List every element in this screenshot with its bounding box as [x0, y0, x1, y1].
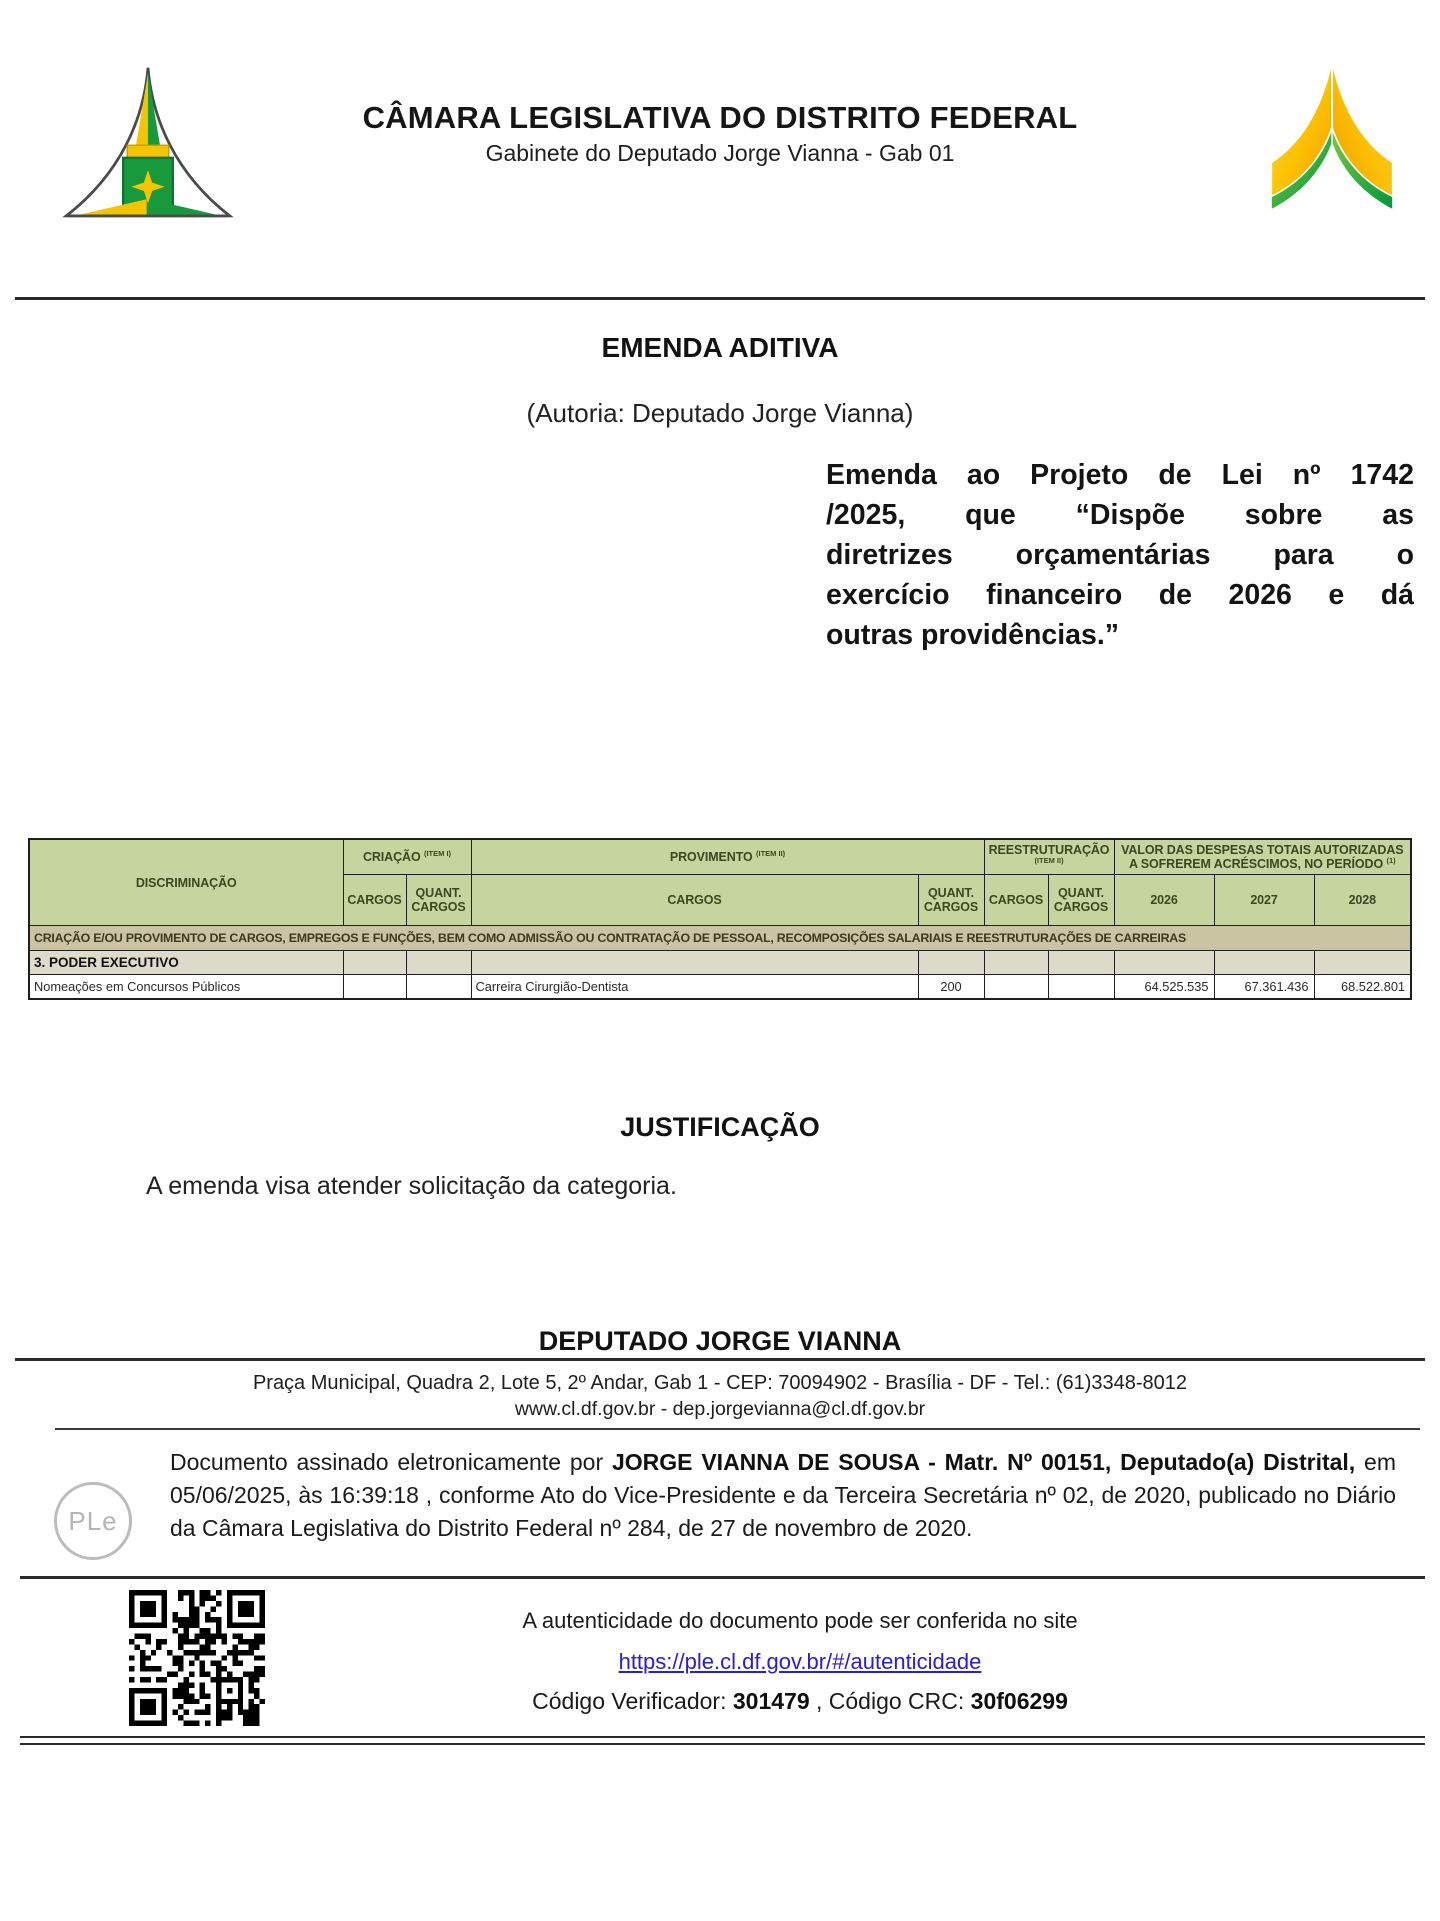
empty-cell	[984, 951, 1048, 975]
header-divider-rule	[15, 297, 1425, 300]
cell-provimento-cargos: Carreira Cirurgião-Dentista	[471, 975, 918, 1000]
ementa-line: exercício financeiro de 2026 e dá	[826, 579, 1414, 611]
subcol-reestruturacao-cargos: CARGOS	[984, 875, 1048, 926]
section-row-label: 3. PODER EXECUTIVO	[29, 951, 343, 975]
ementa-line: Emenda ao Projeto de Lei nº 1742	[826, 459, 1414, 491]
bottom-rule	[20, 1736, 1425, 1745]
verification-codes	[300, 1688, 1300, 1715]
valor-line2: A SOFREREM ACRÉSCIMOS, NO PERÍODO	[1128, 857, 1384, 872]
ementa-line: diretrizes orçamentárias para o	[826, 539, 1414, 571]
ementa-block	[826, 455, 1414, 655]
col-header-reestruturacao	[984, 839, 1114, 875]
cldf-flame-logo	[1246, 48, 1418, 258]
empty-cell	[1048, 975, 1114, 1000]
ementa-line: /2025, que “Dispõe sobre as	[826, 499, 1414, 531]
cell-valor-2028: 68.522.801	[1314, 975, 1411, 1000]
signature-pre-text: Documento assinado eletronicamente por	[170, 1449, 612, 1475]
authenticity-link[interactable]: https://ple.cl.df.gov.br/#/autenticidade	[618, 1649, 982, 1674]
valor-note-superscript: (1)	[1386, 855, 1396, 865]
document-title: EMENDA ADITIVA	[601, 332, 839, 363]
cell-provimento-quant: 200	[918, 975, 984, 1000]
cell-discriminacao: Nomeações em Concursos Públicos	[29, 975, 343, 1000]
authenticity-block	[300, 1608, 1300, 1715]
empty-cell	[1114, 951, 1214, 975]
authorship-line: (Autoria: Deputado Jorge Vianna)	[526, 398, 914, 428]
criacao-item-superscript: (ITEM I)	[423, 848, 452, 858]
empty-cell	[1214, 951, 1314, 975]
authenticity-divider-rule	[20, 1576, 1425, 1579]
signature-divider-rule	[55, 1428, 1420, 1430]
crc-value: 30f06299	[970, 1688, 1068, 1714]
ple-stamp-seal: PLe	[54, 1482, 132, 1560]
org-title: CÂMARA LEGISLATIVA DO DISTRITO FEDERAL	[362, 100, 1078, 135]
col-header-valor-despesas	[1114, 839, 1411, 875]
footer-divider-rule	[15, 1358, 1425, 1361]
empty-cell	[918, 951, 984, 975]
subcol-criacao-quant: QUANT. CARGOS	[406, 875, 471, 926]
verifier-label: Código Verificador:	[532, 1688, 733, 1714]
criacao-label: CRIAÇÃO	[362, 850, 421, 865]
empty-cell	[343, 951, 406, 975]
cell-valor-2027: 67.361.436	[1214, 975, 1314, 1000]
subcol-provimento-quant: QUANT. CARGOS	[918, 875, 984, 926]
col-header-criacao	[343, 839, 471, 875]
crc-label: , Código CRC:	[809, 1688, 971, 1714]
authenticity-text: A autenticidade do documento pode ser conferida no site	[522, 1608, 1078, 1633]
budget-table	[28, 838, 1412, 1000]
reestruturacao-item-superscript: (ITEM II)	[1034, 855, 1064, 865]
signature-statement	[170, 1446, 1396, 1545]
provimento-item-superscript: (ITEM II)	[756, 848, 786, 858]
signature-post-text: em 05/06/2025, às 16:39:18 , conforme Ato do Vice-Presidente e da Terceira Secretária nº 02, de 2020, publicado no Diário da Câmara Legislativa do Distrito Federal nº 284, de 27 de novembro de 2020.	[170, 1449, 1397, 1541]
signatory-name-bold: JORGE VIANNA DE SOUSA - Matr. Nº 00151, Deputado(a) Distrital,	[611, 1449, 1356, 1475]
deputy-signature-name: DEPUTADO JORGE VIANNA	[538, 1326, 902, 1356]
empty-cell	[406, 951, 471, 975]
address-line: Praça Municipal, Quadra 2, Lote 5, 2º Andar, Gab 1 - CEP: 70094902 - Brasília - DF - Tel.: (61)3348-8012	[252, 1372, 1188, 1394]
org-office-subtitle: Gabinete do Deputado Jorge Vianna - Gab 01	[485, 140, 955, 166]
empty-cell	[406, 975, 471, 1000]
empty-cell	[1048, 951, 1114, 975]
qr-code	[128, 1590, 266, 1726]
table-row	[29, 975, 1411, 1000]
ementa-line: outras providências.”	[826, 619, 1120, 651]
valor-line2-wrap	[1118, 857, 1408, 871]
empty-cell	[1314, 951, 1411, 975]
subcol-year-2028: 2028	[1314, 875, 1411, 926]
subcol-provimento-cargos: CARGOS	[471, 875, 918, 926]
subcol-reestruturacao-quant: QUANT. CARGOS	[1048, 875, 1114, 926]
subcol-year-2027: 2027	[1214, 875, 1314, 926]
empty-cell	[984, 975, 1048, 1000]
valor-line1: VALOR DAS DESPESAS TOTAIS AUTORIZADAS	[1121, 842, 1404, 857]
justification-text: A emenda visa atender solicitação da categoria.	[146, 1172, 677, 1200]
col-header-provimento	[471, 839, 984, 875]
subcol-year-2026: 2026	[1114, 875, 1214, 926]
empty-cell	[471, 951, 918, 975]
empty-cell	[343, 975, 406, 1000]
provimento-label: PROVIMENTO	[669, 850, 753, 865]
reestruturacao-label: REESTRUTURAÇÃO	[988, 842, 1110, 857]
col-header-discriminacao: DISCRIMINAÇÃO	[29, 839, 343, 926]
cell-valor-2026: 64.525.535	[1114, 975, 1214, 1000]
contact-line: www.cl.df.gov.br - dep.jorgevianna@cl.df.gov.br	[514, 1398, 926, 1420]
table-banner-row: CRIAÇÃO E/OU PROVIMENTO DE CARGOS, EMPREGOS E FUNÇÕES, BEM COMO ADMISSÃO OU CONTRATAÇÃO DE PESSOAL, RECOMPOSIÇÕES SALARIAIS E REESTRUTURAÇÕES DE CARREIRAS	[29, 926, 1411, 951]
justification-title: JUSTIFICAÇÃO	[620, 1112, 820, 1142]
subcol-criacao-cargos: CARGOS	[343, 875, 406, 926]
verifier-value: 301479	[732, 1688, 810, 1714]
